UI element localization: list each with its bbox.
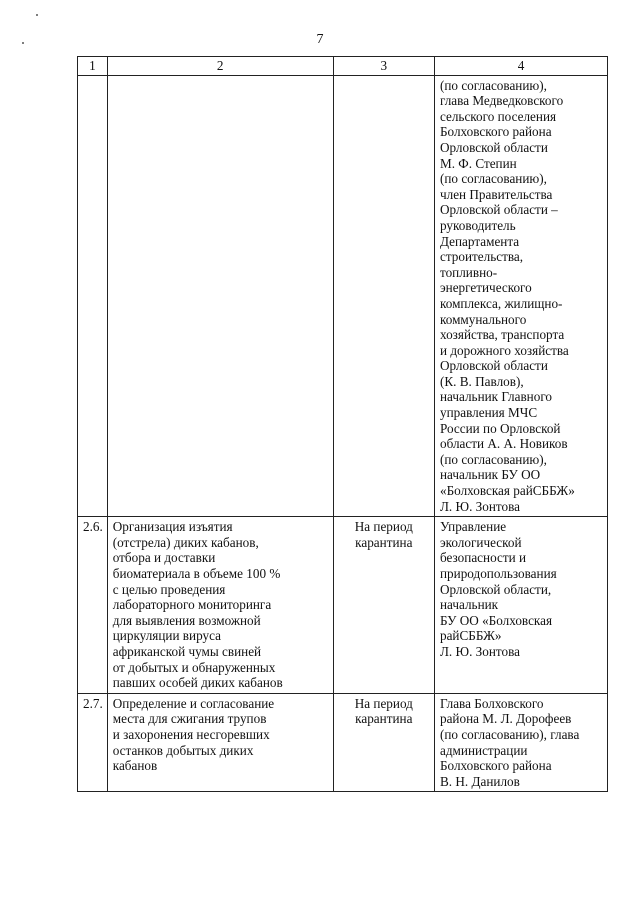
cell-line: экологической [439,534,522,550]
cell-line: Орловской области, [439,581,552,597]
measure-cell [107,693,333,792]
row-number-cell: 2.6. [78,517,108,694]
cell-line: отбора и доставки [112,550,216,566]
scan-speck [22,42,24,44]
responsible-cell [434,517,607,694]
header-cell-3: 3 [333,57,434,76]
cell-line: с целью проведения [112,581,226,597]
row-number-cell [78,75,108,517]
cell-line: комплекса, жилищно- [439,295,563,311]
cell-line: М. Ф. Степин [439,155,517,171]
cell-line: кабанов [112,758,158,774]
cell-line: райСББЖ» [439,628,502,644]
cell-line: России по Орловской [439,420,561,436]
cell-line: (К. В. Павлов), [439,373,524,389]
cell-line: (по согласованию), [439,171,547,187]
cell-line: африканской чумы свиней [112,643,262,659]
cell-line: биоматериала в объеме 100 % [112,566,281,581]
header-cell-1: 1 [78,57,108,76]
cell-line: начальник [439,597,499,613]
document-table [77,56,608,792]
measure-cell [107,75,333,517]
measure-cell [107,517,333,694]
cell-line: Глава Болховского [439,695,544,711]
cell-line: хозяйства, транспорта [439,327,565,343]
cell-line: безопасности и [439,550,527,566]
header-cell-4: 4 [434,57,607,76]
table-row [78,517,608,694]
responsible-cell [434,693,607,792]
cell-line: (по согласованию), [439,77,547,93]
responsible-cell [434,75,607,517]
cell-line: коммунального [439,311,527,327]
cell-line: член Правительства [439,186,553,202]
cell-line: На период [354,695,413,711]
cell-line: В. Н. Данилов [439,773,520,789]
cell-line: Департамента [439,233,520,249]
header-cell-2: 2 [107,57,333,76]
cell-line: (по согласованию), глава [439,726,580,742]
cell-line: БУ ОО «Болховская [439,612,553,628]
cell-line: (отстрела) диких кабанов, [112,534,259,550]
cell-line: начальник БУ ОО [439,467,541,483]
cell-line: Орловской области – [439,202,558,218]
table-header-row [78,57,608,76]
scan-speck [36,14,38,16]
cell-line: Орловской области [439,139,548,155]
cell-line: сельского поселения [439,108,557,124]
cell-line: района М. Л. Дорофеев [439,711,572,727]
deadline-cell [333,517,434,694]
cell-line: «Болховская райСББЖ» [439,483,575,499]
cell-line: строительства, [439,249,524,265]
cell-line: лабораторного мониторинга [112,597,272,613]
cell-line: карантина [355,534,413,550]
cell-line: руководитель [439,217,516,233]
cell-line: На период [354,519,413,535]
cell-line: администрации [439,742,528,758]
cell-line: Управление [439,519,507,535]
cell-line: Организация изъятия [112,519,233,535]
cell-line: Орловской области [439,358,548,374]
cell-line: Болховского района [439,124,552,140]
cell-line: для выявления возможной [112,612,261,628]
cell-line: управления МЧС [439,405,538,421]
cell-line: и дорожного хозяйства [439,342,569,358]
cell-line: останков добытых диких [112,742,254,758]
page-number: 7 [316,32,324,47]
cell-line: Л. Ю. Зонтова [439,643,521,659]
cell-line: Болховского района [439,758,552,774]
cell-line: от добытых и обнаруженных [112,659,276,675]
cell-line: области А. А. Новиков [439,436,568,452]
deadline-cell [333,75,434,517]
cell-line: Л. Ю. Зонтова [439,498,521,514]
cell-line: начальник Главного [439,389,552,405]
cell-line: циркуляции вируса [112,628,221,644]
cell-line: и захоронения несгоревших [112,726,270,742]
deadline-cell [333,693,434,792]
cell-line: (по согласованию), [439,451,547,467]
table-row [78,75,608,517]
cell-line: Определение и согласование [112,695,275,711]
cell-line: природопользования [439,566,557,581]
cell-line: глава Медведковского [439,93,564,109]
row-number-cell: 2.7. [78,693,108,792]
cell-line: павших особей диких кабанов [112,675,283,691]
cell-line: карантина [355,711,413,727]
cell-line: места для сжигания трупов [112,711,267,727]
table-row [78,693,608,792]
cell-line: энергетического [439,280,532,296]
cell-line: топливно- [439,264,498,280]
